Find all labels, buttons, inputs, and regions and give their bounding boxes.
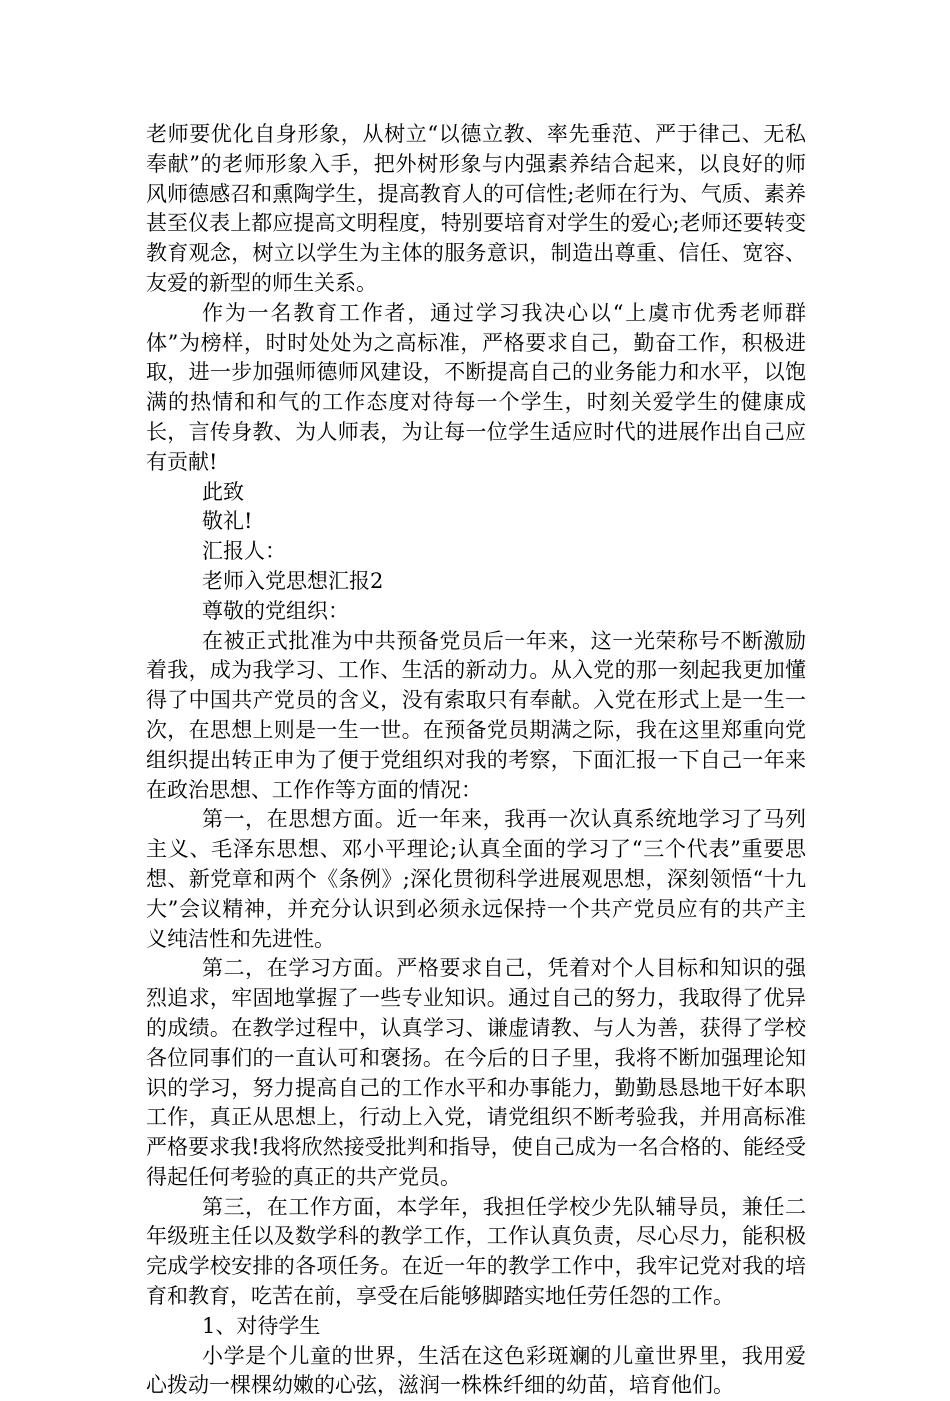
paragraph-intro: 在被正式批准为中共预备党员后一年来，这一光荣称号不断激励着我，成为我学习、工作、生活的新动力。从入党的那一刻起我更加懂得了中国共产党员的含义，没有索取只有奉献。入党在形式上是一生一次，在思想上则是一生一世。在预备党员期满之际，我在这里郑重向党组织提出转正申为了便于党组织对我的考察，下面汇报一下自己一年来在政治思想、工作作等方面的情况： bbox=[146, 628, 806, 802]
paragraph-resolution: 作为一名教育工作者，通过学习我决心以“上虞市优秀老师群体”为榜样，时时处处为之高标准，严格要求自己，勤奋工作，积极进取，进一步加强师德师风建设，不断提高自己的业务能力和水平，以饱满的热情和和气的工作态度对待每一个学生，时刻关爱学生的健康成长，言传身教、为人师表，为让每一位学生适应时代的进展作出自己应有贡献! bbox=[146, 300, 806, 474]
subheading-students: 1、对待学生 bbox=[202, 1313, 321, 1338]
paragraph-teacher-image: 老师要优化自身形象，从树立“以德立教、率先垂范、严于律己、无私奉献”的老师形象入手，把外树形象与内强素养结合起来，以良好的师风师德感召和熏陶学生，提高教育人的可信性;老师在行为、气质、素养甚至仪表上都应提高文明程度，特别要培育对学生的爱心;老师还要转变教育观念，树立以学生为主体的服务意识，制造出尊重、信任、宽容、友爱的新型的师生关系。 bbox=[146, 122, 806, 295]
paragraph-students: 小学是个儿童的世界，生活在这色彩斑斓的儿童世界里，我用爱心拨动一棵棵幼嫩的心弦，滋润一株株纤细的幼苗，培育他们。 bbox=[146, 1343, 806, 1398]
greeting: 尊敬的党组织： bbox=[202, 598, 349, 623]
report-title: 老师入党思想汇报2 bbox=[202, 568, 384, 593]
reporter-label: 汇报人： bbox=[202, 539, 286, 564]
paragraph-study: 第二，在学习方面。严格要求自己，凭着对个人目标和知识的强烈追求，牢固地掌握了一些专业知识。通过自己的努力，我取得了优异的成绩。在教学过程中，认真学习、谦虚请教、与人为善，获得了学校各位同事们的一直认可和褒扬。在今后的日子里，我将不断加强理论知识的学习，努力提高自己的工作水平和办事能力，勤勤恳恳地干好本职工作，真正从思想上，行动上入党，请党组织不断考验我，并用高标准严格要求我!我将欣然接受批判和指导，使自己成为一名合格的、能经受得起任何考验的真正的共产党员。 bbox=[146, 956, 806, 1189]
closing-salutation: 此致 bbox=[202, 479, 244, 504]
paragraph-thought: 第一，在思想方面。近一年来，我再一次认真系统地学习了马列主义、毛泽东思想、邓小平理论;认真全面的学习了“三个代表”重要思想、新党章和两个《条例》;深化贯彻科学进展观思想，深刻领悟“十九大”会议精神，并充分认识到必须永远保持一个共产党员应有的共产主义纯洁性和先进性。 bbox=[146, 807, 806, 951]
paragraph-work: 第三，在工作方面，本学年，我担任学校少先队辅导员，兼任二年级班主任以及数学科的教学工作，工作认真负责，尽心尽力，能积极完成学校安排的各项任务。在近一年的教学工作中，我牢记党对我的培育和教育，吃苦在前，享受在后能够脚踏实地任劳任怨的工作。 bbox=[146, 1194, 806, 1309]
closing-respect: 敬礼! bbox=[202, 509, 253, 534]
document-body bbox=[146, 120, 806, 1401]
